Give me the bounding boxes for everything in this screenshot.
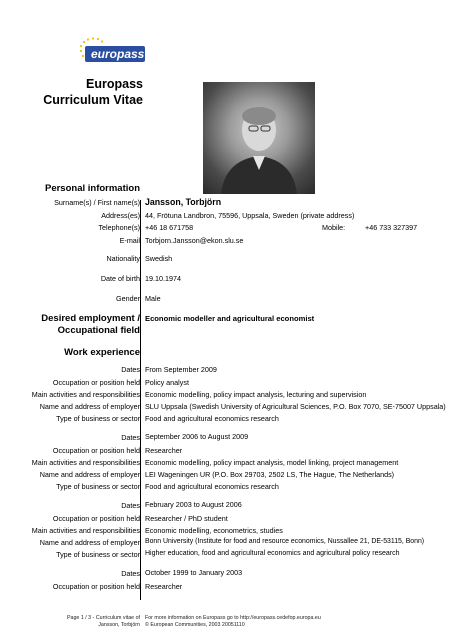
cv-title-curriculum-vitae: Curriculum Vitae — [43, 93, 143, 107]
work-sector: Food and agricultural economics research — [145, 482, 279, 491]
mobile-label: Mobile: — [322, 223, 346, 232]
person-silhouette-icon — [203, 82, 315, 194]
work-employer: Bonn University (Institute for food and resource economics, Nussallee 21, DE-53115, Bonn) — [145, 538, 425, 545]
employer-label: Name and address of employer — [39, 402, 140, 411]
work-occupation: Policy analyst — [145, 378, 189, 387]
telephone-label: Telephone(s) — [98, 223, 140, 232]
activities-label: Main activities and responsibilities — [31, 458, 140, 467]
address-value: 44, Frötuna Landbron, 75596, Uppsala, Sweden (private address) — [145, 211, 355, 220]
telephone-value: +46 18 671758 — [145, 223, 194, 232]
work-dates: February 2003 to August 2006 — [145, 500, 242, 509]
work-dates: October 1999 to January 2003 — [145, 568, 243, 577]
name-label: Surname(s) / First name(s) — [54, 198, 140, 207]
dob-label: Date of birth — [100, 274, 140, 283]
work-activities: Economic modelling, policy impact analysis, lecturing and supervision — [145, 390, 367, 399]
mobile-value: +46 733 327397 — [365, 223, 418, 232]
copyright-text: © European Communities, 2003 20051110 — [145, 622, 245, 628]
dates-label: Dates — [121, 433, 140, 442]
page-number-text: Page 1 / 3 - Curriculum vitae of — [66, 615, 140, 621]
dates-label: Dates — [121, 365, 140, 374]
full-name: Jansson, Torbjörn — [145, 197, 222, 207]
desired-employment-heading-2: Occupational field — [57, 325, 140, 336]
footer-owner-name: Jansson, Torbjörn — [98, 622, 140, 628]
work-sector: Food and agricultural economics research — [145, 414, 279, 423]
work-occupation: Researcher — [145, 446, 183, 455]
work-employer: SLU Uppsala (Swedish University of Agricultural Sciences, P.O. Box 7070, SE-75007 Uppsala) — [145, 402, 446, 411]
sector-label: Type of business or sector — [56, 550, 140, 559]
email-label: E-mail — [119, 236, 140, 245]
desired-employment-value: Economic modeller and agricultural economist — [145, 314, 315, 323]
europass-info-link[interactable]: For more information on Europass go to http://europass.cedefop.europa.eu — [145, 615, 321, 621]
nationality-value: Swedish — [145, 254, 173, 263]
activities-label: Main activities and responsibilities — [31, 526, 140, 535]
personal-info-heading: Personal information — [44, 183, 140, 194]
work-occupation: Researcher — [145, 582, 183, 591]
europass-logo — [76, 36, 148, 66]
address-label: Address(es) — [101, 211, 140, 220]
occupation-label: Occupation or position held — [52, 446, 140, 455]
sector-label: Type of business or sector — [56, 482, 140, 491]
svg-text:europass: europass — [91, 47, 145, 61]
gender-value: Male — [145, 294, 161, 303]
employer-label: Name and address of employer — [39, 538, 140, 547]
work-dates: From September 2009 — [145, 365, 217, 374]
employer-label: Name and address of employer — [39, 470, 140, 479]
occupation-label: Occupation or position held — [52, 378, 140, 387]
work-activities: Economic modelling, econometrics, studies — [145, 526, 283, 535]
desired-employment-heading-1: Desired employment / — [41, 313, 140, 324]
work-dates: September 2006 to August 2009 — [145, 432, 249, 441]
section-divider-line — [140, 200, 141, 600]
work-occupation: Researcher / PhD student — [145, 514, 228, 523]
sector-label: Type of business or sector — [56, 414, 140, 423]
page-footer-right — [145, 615, 321, 629]
work-employer: LEI Wageningen UR (P.O. Box 29703, 2502 LS, The Hague, The Netherlands) — [145, 470, 395, 479]
dates-label: Dates — [121, 569, 140, 578]
work-sector: Higher education, food and agricultural economics and agricultural policy research — [145, 550, 400, 557]
email-value[interactable]: Torbjorn.Jansson@ekon.slu.se — [145, 236, 244, 245]
nationality-label: Nationality — [106, 254, 140, 263]
occupation-label: Occupation or position held — [52, 514, 140, 523]
gender-label: Gender — [116, 294, 140, 303]
profile-photo — [203, 82, 315, 194]
dob-value: 19.10.1974 — [145, 274, 181, 283]
activities-label: Main activities and responsibilities — [31, 390, 140, 399]
work-activities: Economic modelling, policy impact analysis, model linking, project management — [145, 458, 399, 467]
dates-label: Dates — [121, 501, 140, 510]
occupation-label: Occupation or position held — [52, 582, 140, 591]
work-experience-heading: Work experience — [64, 347, 140, 358]
page-footer-left — [67, 615, 140, 629]
cv-title-europass: Europass — [86, 77, 143, 91]
